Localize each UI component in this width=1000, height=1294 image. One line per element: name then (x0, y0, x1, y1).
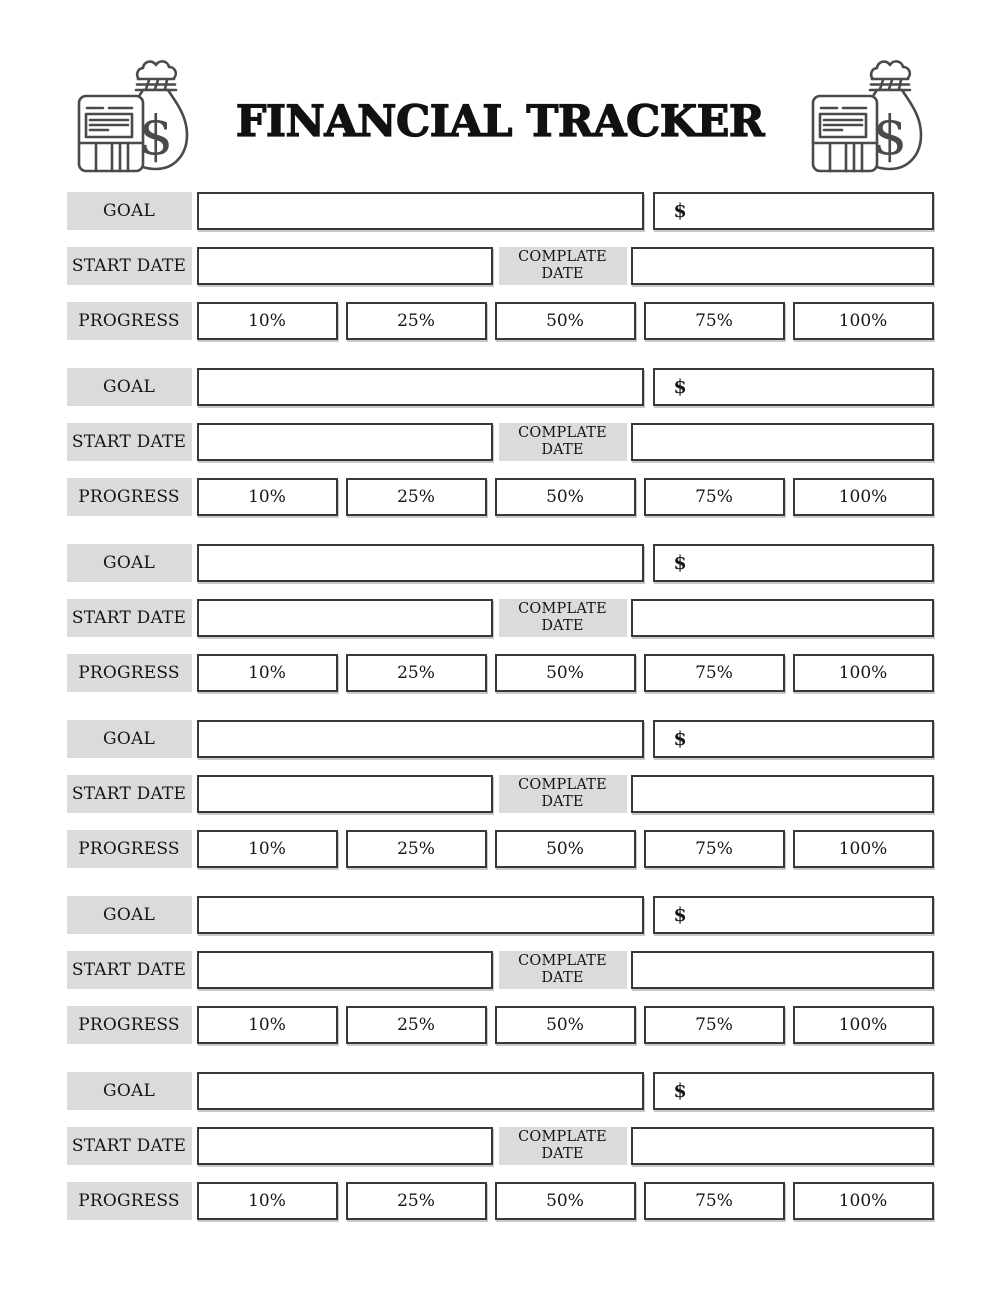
start-date-label: START DATE (67, 951, 192, 989)
complete-date-label: COMPLATE DATE (499, 247, 627, 285)
date-row (67, 1127, 934, 1165)
progress-option-50[interactable]: 50% (495, 654, 636, 692)
progress-row (67, 1182, 934, 1220)
progress-option-50[interactable]: 50% (495, 478, 636, 516)
currency-symbol: $ (673, 1080, 687, 1102)
progress-option-25[interactable]: 25% (346, 1006, 487, 1044)
date-row (67, 247, 934, 285)
progress-option-10[interactable]: 10% (197, 1182, 338, 1220)
amount-input[interactable] (653, 720, 934, 758)
complete-date-label: COMPLATE DATE (499, 1127, 627, 1165)
progress-option-25[interactable]: 25% (346, 830, 487, 868)
progress-option-100[interactable]: 100% (793, 1182, 934, 1220)
goal-row (67, 896, 934, 934)
amount-input[interactable] (653, 368, 934, 406)
progress-row (67, 478, 934, 516)
start-date-label: START DATE (67, 247, 192, 285)
goal-row (67, 720, 934, 758)
goal-row (67, 192, 934, 230)
complete-date-label: COMPLATE DATE (499, 423, 627, 461)
goal-row (67, 368, 934, 406)
goal-input[interactable] (197, 896, 644, 934)
complete-date-label: COMPLATE DATE (499, 599, 627, 637)
goal-label: GOAL (67, 896, 192, 934)
goal-blocks-container (67, 192, 934, 1220)
date-row (67, 951, 934, 989)
progress-option-75[interactable]: 75% (644, 830, 785, 868)
progress-option-75[interactable]: 75% (644, 478, 785, 516)
header (0, 0, 1000, 175)
complete-date-input[interactable] (631, 1127, 934, 1165)
progress-label: PROGRESS (67, 478, 192, 516)
start-date-input[interactable] (197, 1127, 493, 1165)
goal-block (67, 192, 934, 340)
progress-option-100[interactable]: 100% (793, 830, 934, 868)
progress-option-75[interactable]: 75% (644, 302, 785, 340)
complete-date-input[interactable] (631, 599, 934, 637)
complete-date-input[interactable] (631, 423, 934, 461)
progress-option-25[interactable]: 25% (346, 302, 487, 340)
progress-option-10[interactable]: 10% (197, 654, 338, 692)
progress-label: PROGRESS (67, 302, 192, 340)
progress-option-75[interactable]: 75% (644, 1182, 785, 1220)
goal-block (67, 720, 934, 868)
goal-row (67, 544, 934, 582)
goal-row (67, 1072, 934, 1110)
progress-option-100[interactable]: 100% (793, 302, 934, 340)
money-bag-register-icon (72, 57, 194, 175)
goal-input[interactable] (197, 720, 644, 758)
date-row (67, 599, 934, 637)
progress-option-50[interactable]: 50% (495, 302, 636, 340)
progress-option-75[interactable]: 75% (644, 1006, 785, 1044)
progress-label: PROGRESS (67, 654, 192, 692)
start-date-label: START DATE (67, 1127, 192, 1165)
progress-label: PROGRESS (67, 830, 192, 868)
goal-label: GOAL (67, 192, 192, 230)
progress-option-10[interactable]: 10% (197, 478, 338, 516)
start-date-input[interactable] (197, 423, 493, 461)
currency-symbol: $ (673, 200, 687, 222)
progress-row (67, 830, 934, 868)
start-date-label: START DATE (67, 423, 192, 461)
complete-date-input[interactable] (631, 951, 934, 989)
complete-date-label: COMPLATE DATE (499, 951, 627, 989)
header-icon-right (806, 57, 928, 175)
goal-input[interactable] (197, 368, 644, 406)
goal-label: GOAL (67, 720, 192, 758)
currency-symbol: $ (673, 728, 687, 750)
progress-row (67, 1006, 934, 1044)
page-title: FINANCIAL TRACKER (235, 97, 765, 147)
goal-label: GOAL (67, 368, 192, 406)
progress-row (67, 302, 934, 340)
progress-option-10[interactable]: 10% (197, 1006, 338, 1044)
money-bag-register-icon (806, 57, 928, 175)
amount-input[interactable] (653, 544, 934, 582)
start-date-input[interactable] (197, 775, 493, 813)
progress-option-75[interactable]: 75% (644, 654, 785, 692)
goal-block (67, 368, 934, 516)
progress-option-50[interactable]: 50% (495, 1182, 636, 1220)
progress-row (67, 654, 934, 692)
start-date-input[interactable] (197, 599, 493, 637)
progress-option-10[interactable]: 10% (197, 830, 338, 868)
complete-date-label: COMPLATE DATE (499, 775, 627, 813)
complete-date-input[interactable] (631, 775, 934, 813)
goal-block (67, 1072, 934, 1220)
goal-input[interactable] (197, 1072, 644, 1110)
start-date-input[interactable] (197, 951, 493, 989)
goal-block (67, 544, 934, 692)
goal-label: GOAL (67, 1072, 192, 1110)
amount-input[interactable] (653, 896, 934, 934)
complete-date-input[interactable] (631, 247, 934, 285)
currency-symbol: $ (673, 904, 687, 926)
amount-input[interactable] (653, 1072, 934, 1110)
progress-option-50[interactable]: 50% (495, 1006, 636, 1044)
goal-input[interactable] (197, 544, 644, 582)
date-row (67, 775, 934, 813)
progress-label: PROGRESS (67, 1182, 192, 1220)
start-date-input[interactable] (197, 247, 493, 285)
progress-option-25[interactable]: 25% (346, 1182, 487, 1220)
progress-option-100[interactable]: 100% (793, 654, 934, 692)
progress-option-50[interactable]: 50% (495, 830, 636, 868)
progress-option-100[interactable]: 100% (793, 478, 934, 516)
progress-label: PROGRESS (67, 1006, 192, 1044)
start-date-label: START DATE (67, 599, 192, 637)
currency-symbol: $ (673, 376, 687, 398)
goal-input[interactable] (197, 192, 644, 230)
progress-option-10[interactable]: 10% (197, 302, 338, 340)
goal-label: GOAL (67, 544, 192, 582)
progress-option-25[interactable]: 25% (346, 478, 487, 516)
currency-symbol: $ (673, 552, 687, 574)
header-icon-left (72, 57, 194, 175)
goal-block (67, 896, 934, 1044)
date-row (67, 423, 934, 461)
progress-option-25[interactable]: 25% (346, 654, 487, 692)
start-date-label: START DATE (67, 775, 192, 813)
progress-option-100[interactable]: 100% (793, 1006, 934, 1044)
amount-input[interactable] (653, 192, 934, 230)
